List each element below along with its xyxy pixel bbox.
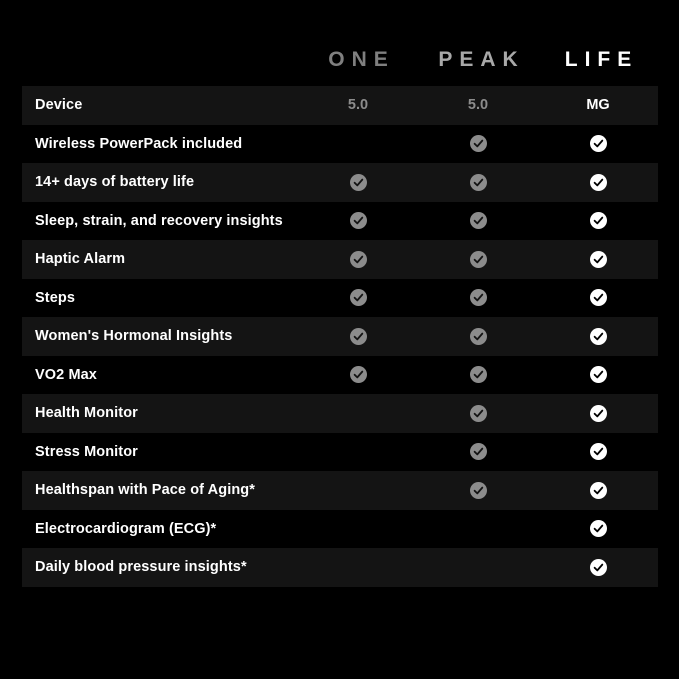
check-circle-icon [470, 135, 487, 152]
mark-cell-peak [418, 279, 538, 318]
feature-label: Electrocardiogram (ECG)* [22, 510, 298, 549]
table-body [22, 86, 658, 587]
header-brand-peak: PEAK [438, 48, 525, 71]
table-row [22, 548, 658, 587]
feature-label: Health Monitor [22, 394, 298, 433]
mark-cell-life [538, 163, 658, 202]
feature-label: Device [22, 86, 298, 125]
mark-cell-peak [418, 356, 538, 395]
feature-label: Wireless PowerPack included [22, 125, 298, 164]
empty-mark [470, 556, 487, 573]
model-value-one: 5.0 [298, 86, 418, 125]
header-brand-one: ONE [328, 48, 395, 71]
table-row [22, 394, 658, 433]
check-circle-icon [590, 366, 607, 383]
mark-cell-peak [418, 202, 538, 241]
table-row-device [22, 86, 658, 125]
mark-cell-one [298, 125, 418, 164]
table-row [22, 202, 658, 241]
check-circle-icon [470, 328, 487, 345]
mark-cell-one [298, 240, 418, 279]
check-circle-icon [470, 289, 487, 306]
mark-cell-one [298, 548, 418, 587]
mark-cell-peak [418, 433, 538, 472]
brand-header-row [22, 48, 658, 86]
check-circle-icon [590, 174, 607, 191]
model-value-peak: 5.0 [418, 86, 538, 125]
check-circle-icon [470, 174, 487, 191]
feature-label: VO2 Max [22, 356, 298, 395]
mark-cell-one [298, 471, 418, 510]
check-circle-icon [350, 289, 367, 306]
mark-cell-one [298, 279, 418, 318]
comparison-table-wrapper [22, 48, 658, 587]
table-row [22, 279, 658, 318]
mark-cell-life [538, 433, 658, 472]
check-circle-icon [470, 443, 487, 460]
empty-mark [350, 518, 367, 535]
header-blank [22, 48, 298, 86]
check-circle-icon [590, 251, 607, 268]
table-row [22, 510, 658, 549]
empty-mark [470, 518, 487, 535]
table-header [22, 48, 658, 86]
mark-cell-life [538, 279, 658, 318]
mark-cell-peak [418, 163, 538, 202]
empty-mark [350, 479, 367, 496]
check-circle-icon [590, 212, 607, 229]
check-circle-icon [470, 212, 487, 229]
feature-label: Sleep, strain, and recovery insights [22, 202, 298, 241]
check-circle-icon [590, 482, 607, 499]
mark-cell-life [538, 548, 658, 587]
mark-cell-peak [418, 317, 538, 356]
check-circle-icon [590, 559, 607, 576]
empty-mark [350, 441, 367, 458]
check-circle-icon [590, 289, 607, 306]
mark-cell-one [298, 356, 418, 395]
mark-cell-one [298, 510, 418, 549]
mark-cell-peak [418, 548, 538, 587]
table-row [22, 471, 658, 510]
mark-cell-one [298, 317, 418, 356]
mark-cell-life [538, 240, 658, 279]
mark-cell-one [298, 163, 418, 202]
mark-cell-peak [418, 471, 538, 510]
mark-cell-life [538, 510, 658, 549]
check-circle-icon [590, 520, 607, 537]
feature-label: Haptic Alarm [22, 240, 298, 279]
header-brand-life: LIFE [564, 48, 639, 71]
mark-cell-peak [418, 510, 538, 549]
feature-label: Healthspan with Pace of Aging* [22, 471, 298, 510]
mark-cell-life [538, 125, 658, 164]
check-circle-icon [590, 443, 607, 460]
mark-cell-peak [418, 240, 538, 279]
check-circle-icon [590, 135, 607, 152]
mark-cell-peak [418, 394, 538, 433]
table-row [22, 125, 658, 164]
table-row [22, 240, 658, 279]
mark-cell-life [538, 356, 658, 395]
check-circle-icon [590, 405, 607, 422]
table-row [22, 433, 658, 472]
table-row [22, 356, 658, 395]
check-circle-icon [470, 482, 487, 499]
table-row [22, 163, 658, 202]
check-circle-icon [590, 328, 607, 345]
table-row [22, 317, 658, 356]
mark-cell-life [538, 202, 658, 241]
mark-cell-life [538, 471, 658, 510]
feature-label: Steps [22, 279, 298, 318]
feature-comparison-table [22, 48, 658, 587]
mark-cell-life [538, 394, 658, 433]
empty-mark [350, 402, 367, 419]
check-circle-icon [470, 405, 487, 422]
check-circle-icon [350, 328, 367, 345]
check-circle-icon [470, 251, 487, 268]
check-circle-icon [470, 366, 487, 383]
check-circle-icon [350, 212, 367, 229]
mark-cell-one [298, 202, 418, 241]
feature-label: Stress Monitor [22, 433, 298, 472]
check-circle-icon [350, 251, 367, 268]
mark-cell-life [538, 317, 658, 356]
feature-label: Daily blood pressure insights* [22, 548, 298, 587]
feature-label: Women's Hormonal Insights [22, 317, 298, 356]
check-circle-icon [350, 174, 367, 191]
mark-cell-one [298, 394, 418, 433]
empty-mark [350, 133, 367, 150]
feature-label: 14+ days of battery life [22, 163, 298, 202]
check-circle-icon [350, 366, 367, 383]
empty-mark [350, 556, 367, 573]
mark-cell-one [298, 433, 418, 472]
mark-cell-peak [418, 125, 538, 164]
model-value-life: MG [538, 86, 658, 125]
